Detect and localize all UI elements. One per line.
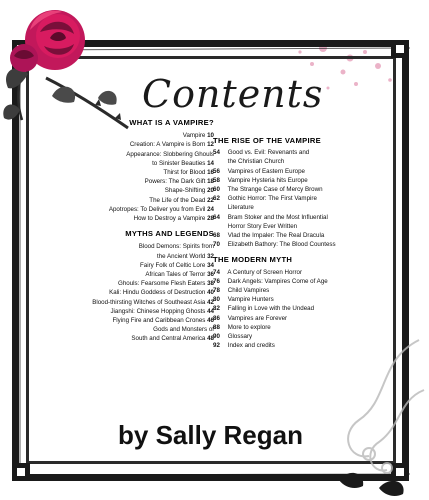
toc-entry[interactable]: 54 Good vs. Evil: Revenants and [213, 149, 310, 157]
toc-entry[interactable]: Creation: A Vampire is Born 12 [129, 141, 214, 149]
section-heading: THE RISE OF THE VAMPIRE [213, 136, 322, 145]
section-heading: THE MODERN MYTH [213, 255, 293, 265]
page-title: Contents [142, 72, 324, 116]
toc-right-column [213, 136, 388, 350]
toc-entry[interactable]: 56 Vampires of Eastern Europe [213, 167, 306, 175]
toc-entry[interactable]: Ghouls: Fearsome Flesh Eaters 38 [118, 280, 214, 288]
toc-entry[interactable]: the Ancient World 32 [156, 252, 214, 260]
rose-icon [0, 0, 150, 135]
toc-entry[interactable]: Kali: Hindu Goddess of Destruction 40 [109, 289, 214, 297]
toc-entry[interactable]: Horror Story Ever Written [227, 222, 298, 230]
toc-entry[interactable]: Jiangshi: Chinese Hopping Ghosts 44 [110, 307, 214, 315]
toc-entry[interactable]: the Christian Church [227, 158, 285, 166]
toc-entry[interactable]: South and Central America 48 [131, 335, 214, 343]
toc-entry[interactable]: Flying Fire and Caribbean Crones 46 [112, 317, 214, 325]
toc-entry[interactable]: 60 The Strange Case of Mercy Brown [213, 186, 323, 194]
toc-entry[interactable]: 58 Vampire Hysteria hits Europe [213, 176, 308, 184]
toc-entry[interactable]: 80 Vampire Hunters [213, 296, 274, 304]
toc-entry[interactable]: 70 Elizabeth Bathory: The Blood Countess [213, 241, 336, 249]
toc-entry[interactable]: Thirst for Blood 16 [163, 169, 214, 177]
toc-entry[interactable]: Vampire 10 [182, 132, 214, 140]
section-heading: MYTHS AND LEGENDS [125, 229, 214, 239]
toc-entry[interactable]: 78 Child Vampires [213, 287, 270, 295]
toc-left-column [62, 118, 214, 344]
author-caption: by Sally Regan [118, 420, 303, 450]
toc-entry[interactable]: 68 Vlad the Impaler: The Real Dracula [213, 232, 325, 240]
toc-entry[interactable]: 82 Falling in Love with the Undead [213, 305, 315, 313]
toc-entry[interactable]: 92 Index and credits [213, 342, 275, 350]
toc-entry[interactable]: 90 Glossary [213, 333, 253, 341]
toc-entry[interactable]: Powers: The Dark Gift 18 [144, 178, 214, 186]
toc-entry[interactable]: Gods and Monsters of [153, 326, 214, 334]
toc-entry[interactable]: 88 More to explore [213, 323, 271, 331]
toc-entry[interactable]: Literature [227, 204, 254, 212]
toc-entry[interactable]: Apotropes: To Deliver you from Evil 24 [108, 205, 214, 213]
toc-entry[interactable]: 76 Dark Angels: Vampires Come of Age [213, 277, 328, 285]
toc-entry[interactable]: Fairy Folk of Celtic Lore 34 [140, 261, 214, 269]
toc-entry[interactable]: Appearance: Slobbering Ghouls [126, 150, 214, 158]
toc-entry[interactable]: 86 Vampires are Forever [213, 314, 288, 322]
toc-entry[interactable]: 62 Gothic Horror: The First Vampire [213, 195, 317, 203]
toc-entry[interactable]: Blood Demons: Spirits from [138, 243, 214, 251]
toc-entry[interactable]: African Tales of Terror 36 [145, 271, 214, 279]
swirl-ornament-icon [319, 330, 429, 500]
toc-entry[interactable]: to Sinister Beauties 14 [152, 159, 214, 167]
toc-entry[interactable]: 64 Bram Stoker and the Most Influential [213, 213, 328, 221]
toc-entry[interactable]: The Life of the Dead 22 [149, 196, 214, 204]
toc-entry[interactable]: How to Destroy a Vampire 28 [133, 215, 214, 223]
toc-entry[interactable]: 74 A Century of Screen Horror [213, 268, 303, 276]
toc-entry[interactable]: Shape-Shifting 20 [164, 187, 214, 195]
section-heading: WHAT IS A VAMPIRE? [129, 118, 214, 127]
toc-entry[interactable]: Blood-thirsting Witches of Southeast Asia 42 [92, 298, 214, 306]
